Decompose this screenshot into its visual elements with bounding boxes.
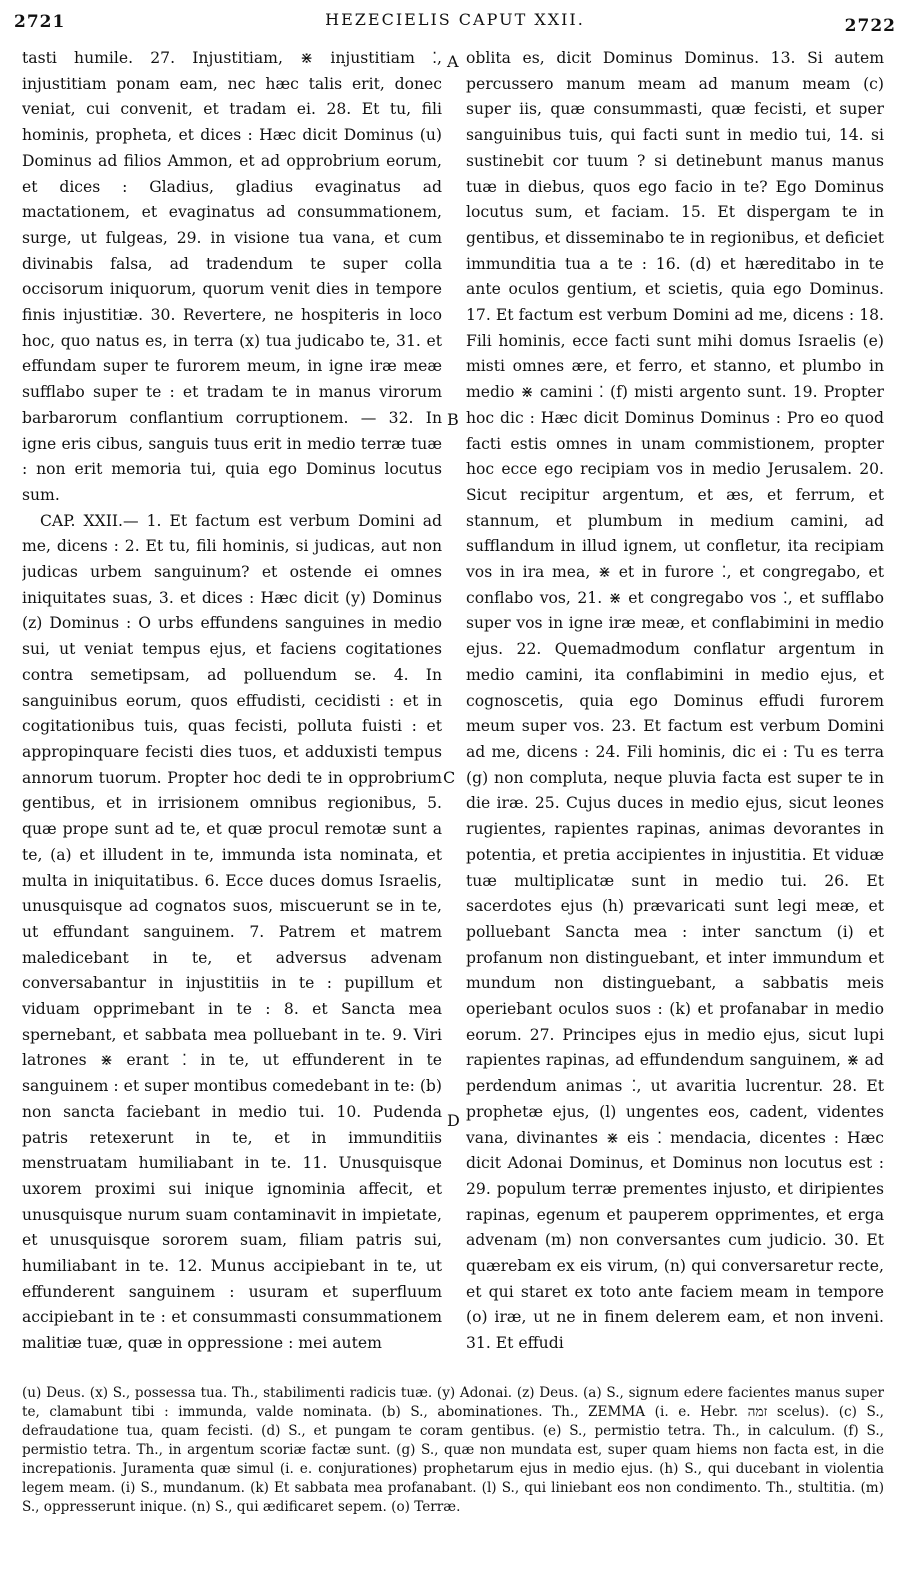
chapter-xxii-paragraph: CAP. XXII.— 1. Et factum est verbum Domini ad me, dicens : 2. Et tu, fili hominis, si judicas, aut non judicas urbem sanguinum? et ostende ei omnes iniquitates suas, 3. et dices : Hæc dicit (y) Dominus (z) Dominus : O urbs effundens sanguines in medio sui, ut veniat tempus ejus, et faciens cogitationes contra semetipsam, ad polluendum se. 4. In sanguinibus eorum, quos effudisti, cecidisti : et in cogitationibus tuis, quas fecisti, polluta fuisti : et appropinquare fecisti dies tuos, et adduxisti tempus annorum tuorum. Propter hoc dedi te in opprobrium gentibus, et in irrisionem omnibus regionibus, 5. quæ prope sunt ad te, et quæ procul remotæ sunt a te, (a) et illudent in te, immunda ista nominata, et multa in iniquitatibus. 6. Ecce duces domus Israelis, unusquisque ad cognatos suos, miscuerunt se in te, ut effundant sanguinem. 7. Patrem et matrem maledicebant in te, et adversus advenam conversabantur in injustitiis in te : pupillum et viduam opprimebant in te : 8. et Sancta mea spernebant, et sabbata mea polluebant in te. 9. Viri latrones ⋇ erant ⁚ in te, ut effunderent in te sanguinem : et super montibus comedebant in te: (b) non sancta faciebant in medio tui. 10. Pudenda patris retexerunt in te, et in immunditiis menstruatam humiliabant in te. 11. Unusquisque uxorem proximi sui inique ignominia affecit, et unusquisque nurum suam contaminavit in impietate, et unusquisque sororem suam, filiam patris sui, humiliabant in te. 12. Munus accipiebant in te, ut effunderent sanguinem : usuram et superfluum accipiebant in te : et consummasti consummationem malitiæ tuæ, quæ in oppressione : mei autem <box>22 511 442 1353</box>
text-columns <box>0 46 910 1371</box>
right-column <box>466 46 884 1371</box>
left-paragraph-1: tasti humile. 27. Injustitiam, ⋇ injustitiam ⁚, injustitiam ponam eam, nec hæc talis erit, donec veniat, cui convenit, et tradam ei. 28. Et tu, fili hominis, propheta, et dices : Hæc dicit Dominus (u) Dominus ad filios Ammon, et ad opprobrium eorum, et dices : Gladius, gladius evaginatus ad mactationem, et evaginatus ad consummationem, surge, ut fulgeas, 29. in visione tua vana, et cum divinabis falsa, ad tradendum te super colla occisorum iniquorum, quorum venit dies in tempore finis injustitiæ. 30. Revertere, ne hospiteris in loco hoc, quo natus es, in terra (x) tua judicabo te, 31. et effundam super te furorem meum, in igne iræ meæ sufflabo super te : et tradam te in manus virorum barbarorum conflantium corruptionem. — 32. In igne eris cibus, sanguis tuus erit in medio terræ tuæ : non erit memoria tui, quia ego Dominus locutus sum. <box>22 49 442 504</box>
footnotes <box>22 1384 884 1517</box>
section-marker-b: B <box>447 410 459 429</box>
running-title: HEZECIELIS CAPUT XXII. <box>325 10 585 29</box>
left-column <box>22 46 442 1371</box>
left-page-number: 2721 <box>14 12 66 32</box>
section-marker-a: A <box>447 52 459 71</box>
right-page-number: 2722 <box>844 16 896 36</box>
footnotes-text: (u) Deus. (x) S., possessa tua. Th., stabilimenti radicis tuæ. (y) Adonai. (z) Deus. (a) S., signum edere facientes manus super te, clamabunt tibi : immunda, valde nominata. (b) S., abominationes. Th., ZEMMA (i. e. Hebr. זמה scelus). (c) S., defraudatione tua, quam fecisti. (d) S., et pungam te coram gentibus. (e) S., permistio tetra. Th., in calculum. (f) S., permistio tetra. Th., in argentum scoriæ factæ sunt. (g) S., quæ non mundata est, super quam hiems non facta est, in die increpationis. Juramenta quæ simul (i. e. conjurationes) prophetarum ejus in medio ejus. (h) S., qui ducebant in violentia legem meam. (i) S., mundanum. (k) Et sabbata mea profanabant. (l) S., qui liniebant eos non condimento. Th., stultitia. (m) S., oppresserunt inique. (n) S., qui ædificaret sepem. (o) Terræ. <box>22 1385 884 1515</box>
running-header <box>14 6 896 36</box>
section-marker-c: C <box>443 768 456 787</box>
right-paragraph-1: oblita es, dicit Dominus Dominus. 13. Si autem percussero manum meam ad manum meam (c) super iis, quæ consummasti, quæ fecisti, et super sanguinibus tuis, qui facti sunt in medio tui, 14. si sustinebit cor tuum ? si detinebunt manus manus tuæ in diebus, quos ego facio in te? Ego Dominus locutus sum, et faciam. 15. Et dispergam te in gentibus, et disseminabo te in regionibus, et deficiet immunditia tua a te : 16. (d) et hæreditabo in te ante oculos gentium, et scietis, quia ego Dominus. 17. Et factum est verbum Domini ad me, dicens : 18. Fili hominis, ecce facti sunt mihi domus Israelis (e) misti omnes ære, et ferro, et stanno, et plumbo in medio ⋇ camini ⁚ (f) misti argento sunt. 19. Propter hoc dic : Hæc dicit Dominus Dominus : Pro eo quod facti estis omnes in unam commistionem, propter hoc ecce ego recipiam vos in medio Jerusalem. 20. Sicut recipitur argentum, et æs, et ferrum, et stannum, et plumbum in medium camini, ad sufflandum in illud ignem, ut confletur, ita recipiam vos in ira mea, ⋇ et in furore ⁚, et congregabo, et conflabo vos, 21. ⋇ et congregabo vos ⁚, et sufflabo super vos in igne iræ meæ, et conflabimini in medio ejus. 22. Quemadmodum conflatur argentum in medio camini, ita conflabimini in medio ejus, et cognoscetis, quia ego Dominus effudi furorem meum super vos. 23. Et factum est verbum Domini ad me, dicens : 24. Fili hominis, dic ei : Tu es terra (g) non compluta, neque pluvia facta est super te in die iræ. 25. Cujus duces in medio ejus, sicut leones rugientes, rapientes rapinas, animas devorantes in potentia, et pretia accipientes in injustitia. Et viduæ tuæ multiplicatæ sunt in medio tui. 26. Et sacerdotes ejus (h) prævaricati sunt legi meæ, et polluebant Sancta mea : inter sanctum (i) et profanum non distinguebant, et inter immundum et mundum non distinguebant, a sabbatis meis operiebant oculos suos : (k) et profanabar in medio eorum. 27. Principes ejus in medio ejus, sicut lupi rapientes rapinas, ad effundendum sanguinem, ⋇ ad perdendum animas ⁚, ut avaritia lucrentur. 28. Et prophetæ ejus, (l) ungentes eos, cadent, videntes vana, divinantes ⋇ eis ⁚ mendacia, dicentes : Hæc dicit Adonai Dominus, et Dominus non locutus est : 29. populum terræ prementes injusto, et diripientes rapinas, egenum et pauperem opprimentes, et erga advenam (m) non conversantes cum judicio. 30. Et quærebam ex eis virum, (n) qui conversaretur recte, et qui staret ex toto ante faciem meam in tempore (o) iræ, ut ne in finem delerem eam, et non inveni. 31. Et effudi <box>466 49 884 1353</box>
section-marker-d: D <box>447 1111 460 1130</box>
